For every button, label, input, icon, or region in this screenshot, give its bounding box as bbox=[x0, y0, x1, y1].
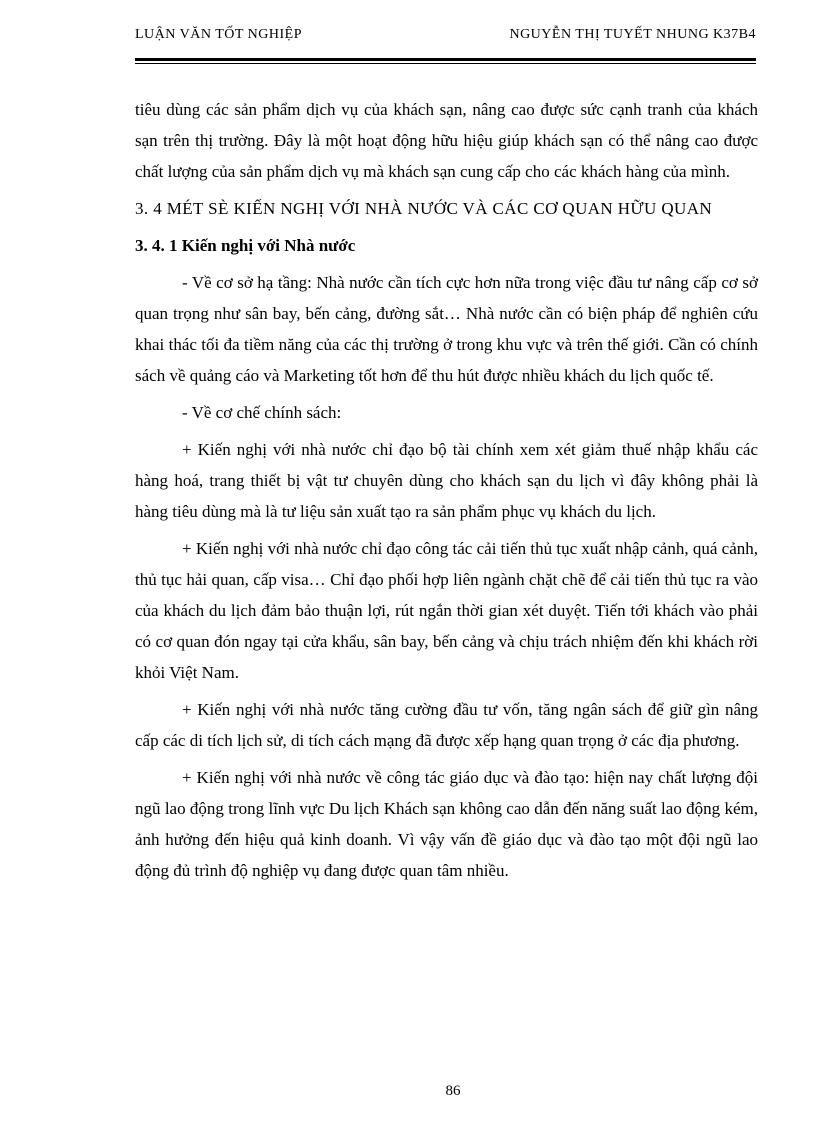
paragraph-infrastructure: - Về cơ sở hạ tầng: Nhà nước cần tích cực hơn nữa trong việc đầu tư nâng cấp cơ sở quan trọng như sân bay, bến cảng, đường sắt… Nhà nước cần có biện pháp để nghiên cứu khai thác tối đa tiềm năng của các thị trường ở trong khu vực và trên thế giới. Cần có chính sách về quảng cáo và Marketing tốt hơn để thu hút được nhiều khách du lịch quốc tế. bbox=[135, 273, 758, 385]
header-rule-thin bbox=[135, 63, 756, 64]
section-heading-3-4: 3. 4 MÉT SÈ KIẾN NGHỊ VỚI NHÀ NƯỚC VÀ CÁC CƠ QUAN HỮU QUAN bbox=[135, 199, 713, 218]
header-rule-thick bbox=[135, 58, 756, 61]
document-body bbox=[135, 94, 758, 892]
paragraph-continuation: tiêu dùng các sản phẩm dịch vụ của khách sạn, nâng cao được sức cạnh tranh của khách sạn trên thị trường. Đây là một hoạt động hữu hiệu giúp khách sạn có thể nâng cao được chất lượng của sản phẩm dịch vụ mà khách sạn cung cấp cho các khách hàng của mình. bbox=[135, 100, 758, 181]
subsection-heading-3-4-1: 3. 4. 1 Kiến nghị với Nhà nước bbox=[135, 236, 356, 255]
paragraph-immigration-recommendation: + Kiến nghị với nhà nước chỉ đạo công tác cải tiến thủ tục xuất nhập cảnh, quá cảnh, thủ tục hải quan, cấp visa… Chỉ đạo phối hợp liên ngành chặt chẽ để cải tiến thủ tục ra vào của khách du lịch đảm bảo thuận lợi, rút ngắn thời gian xét duyệt. Tiến tới khách vào phải có cơ quan đón ngay tại cửa khẩu, sân bay, bến cảng và chịu trách nhiệm đến khi khách rời khỏi Việt Nam. bbox=[135, 539, 758, 682]
paragraph-policy-intro: - Về cơ chế chính sách: bbox=[182, 403, 342, 422]
paragraph-education-recommendation: + Kiến nghị với nhà nước về công tác giáo dục và đào tạo: hiện nay chất lượng đội ngũ lao động trong lĩnh vực Du lịch Khách sạn không cao dẫn đến năng suất lao động kém, ảnh hưởng đến hiệu quả kinh doanh. Vì vậy vấn đề giáo dục và đào tạo một đội ngũ lao động đủ trình độ nghiệp vụ đang được quan tâm nhiều. bbox=[135, 768, 758, 880]
page-header bbox=[135, 27, 756, 49]
header-author: NGUYỄN THỊ TUYẾT NHUNG K37B4 bbox=[509, 27, 756, 42]
header-thesis-title: LUẬN VĂN TỐT NGHIỆP bbox=[135, 27, 302, 42]
paragraph-tax-recommendation: + Kiến nghị với nhà nước chỉ đạo bộ tài chính xem xét giảm thuế nhập khẩu các hàng hoá, trang thiết bị vật tư chuyên dùng cho khách sạn du lịch vì đây không phải là hàng tiêu dùng mà là tư liệu sản xuất tạo ra sản phẩm phục vụ khách du lịch. bbox=[135, 440, 758, 521]
page-number: 86 bbox=[445, 1083, 461, 1099]
paragraph-heritage-recommendation: + Kiến nghị với nhà nước tăng cường đầu tư vốn, tăng ngân sách để giữ gìn nâng cấp các di tích lịch sử, di tích cách mạng đã được xếp hạng quan trọng ở các địa phương. bbox=[135, 700, 758, 750]
